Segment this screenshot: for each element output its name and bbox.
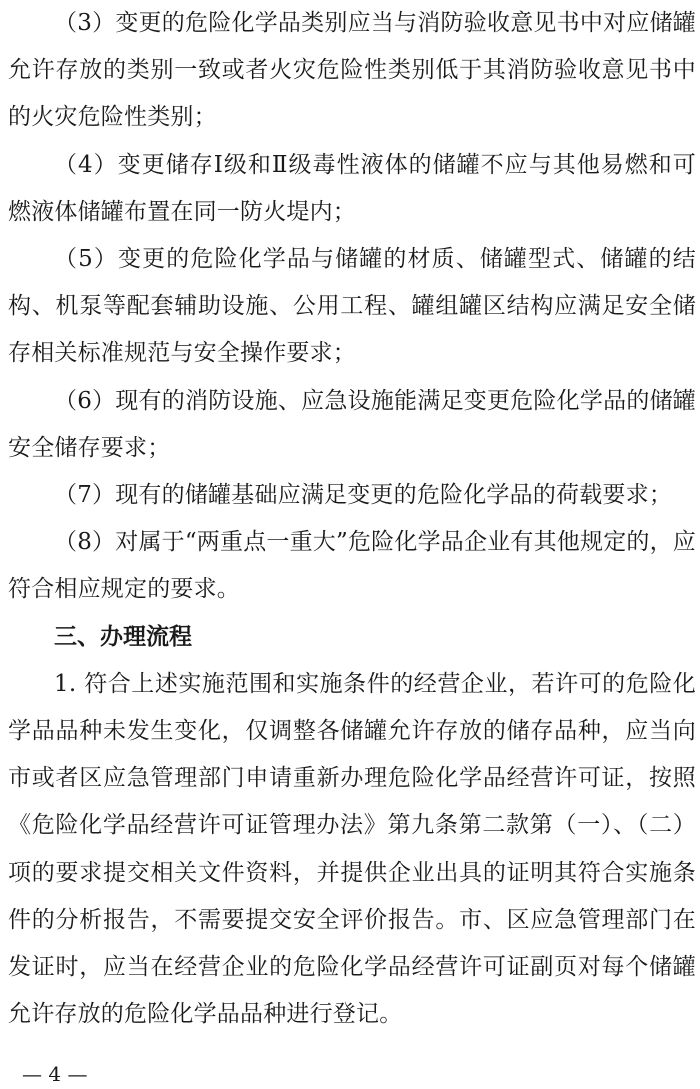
- condition-item-7: （7）现有的储罐基础应满足变更的危险化学品的荷载要求；: [54, 482, 673, 509]
- condition-item-5: （5）变更的危险化学品与储罐的材质、储罐型式、储罐的结构、机泵等配套辅助设施、公用工程、罐组罐区结构应满足安全储存相关标准规范与安全操作要求；: [8, 246, 696, 367]
- page-number: — 4 —: [22, 1062, 88, 1086]
- condition-item-8: （8）对属于“两重点一重大”危险化学品企业有其他规定的，应符合相应规定的要求。: [8, 529, 696, 603]
- condition-item-3: （3）变更的危险化学品类别应当与消防验收意见书中对应储罐允许存放的类别一致或者火灾危险性类别低于其消防验收意见书中的火灾危险性类别；: [8, 10, 696, 131]
- procedure-paragraph: 1. 符合上述实施范围和实施条件的经营企业，若许可的危险化学品品种未发生变化，仅调整各储罐允许存放的储存品种，应当向市或者区应急管理部门申请重新办理危险化学品经营许可证，按照《危险化学品经营许可证管理办法》第九条第二款第（一）、（二）项的要求提交相关文件资料，并提供企业出具的证明其符合实施条件的分析报告，不需要提交安全评价报告。市、区应急管理部门在发证时，应当在经营企业的危险化学品经营许可证副页对每个储罐允许存放的危险化学品品种进行登记。: [8, 670, 696, 1028]
- document-body: [8, 0, 696, 1038]
- section-heading: 三、办理流程: [54, 623, 192, 650]
- condition-item-4: （4）变更储存Ⅰ级和Ⅱ级毒性液体的储罐不应与其他易燃和可燃液体储罐布置在同一防火堤内；: [8, 151, 696, 225]
- condition-item-6: （6）现有的消防设施、应急设施能满足变更危险化学品的储罐安全储存要求；: [8, 387, 696, 461]
